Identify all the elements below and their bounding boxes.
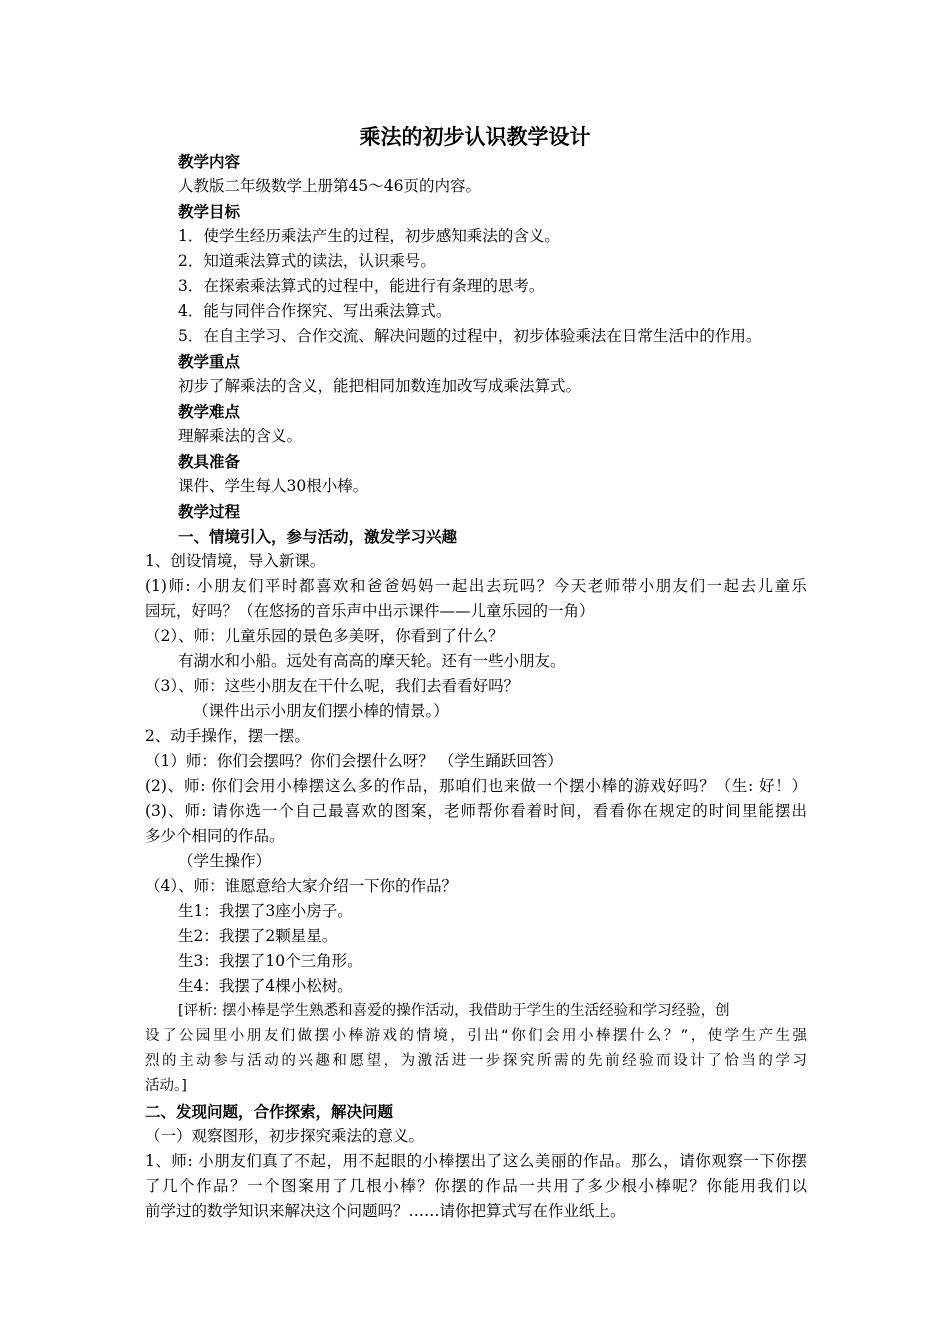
section-text-tools: 课件、学生每人30根小棒。 <box>178 477 369 495</box>
goal-item: 3．在探索乘法算式的过程中，能进行有条理的思考。 <box>178 277 545 295</box>
paragraph-line: （一）观察图形，初步探究乘法的意义。 <box>145 1127 425 1145</box>
paragraph-line: (2)、师: 你们会用小棒摆这么多的作品，那咱们也来做一个摆小棒的游戏好吗？（生: 好！） <box>145 777 807 795</box>
answer-line: 有湖水和小船。远处有高高的摩天轮。还有一些小朋友。 <box>178 652 566 670</box>
goal-item: 2．知道乘法算式的读法，认识乘号。 <box>178 252 436 270</box>
paragraph-line: (3)、师: 请你选一个自己最喜欢的图案，老师帮你看着时间，看看你在规定的时间里能摆出 <box>145 802 807 820</box>
student-answer: 生2：我摆了2颗星星。 <box>178 927 338 945</box>
section-text-content: 人教版二年级数学上册第45～46页的内容。 <box>178 177 481 195</box>
answer-line: （学生操作） <box>178 852 272 870</box>
section-heading-tools: 教具准备 <box>178 452 241 471</box>
goal-item: 4．能与同伴合作探究、写出乘法算式。 <box>178 302 452 320</box>
section-heading-key: 教学重点 <box>178 352 241 371</box>
paragraph-line: （4）、师：谁愿意给大家介绍一下你的作品？ <box>145 877 458 895</box>
part-one-heading: 一、情境引入，参与活动，激发学习兴趣 <box>178 527 458 546</box>
paragraph-line: 了几个作品？一个图案用了几根小棒？你摆的作品一共用了多少根小棒呢？你能用我们以 <box>145 1177 807 1195</box>
paragraph-line: （1）师：你们会摆吗？你们会摆什么呀？ （学生踊跃回答） <box>145 752 563 770</box>
comment-line: 设了公园里小朋友们做摆小棒游戏的情境，引出“你们会用小棒摆什么？”，使学生产生强 <box>145 1028 807 1044</box>
answer-line: （课件出示小朋友们摆小棒的情景。） <box>193 702 449 720</box>
part-two-heading: 二、发现问题，合作探索，解决问题 <box>145 1102 394 1121</box>
student-answer: 生4：我摆了4棵小松树。 <box>178 977 353 995</box>
step-item: 1、创设情境，导入新课。 <box>145 552 326 570</box>
goal-item: 5．在自主学习、合作交流、解决问题的过程中，初步体验乘法在日常生活中的作用。 <box>178 327 762 345</box>
section-heading-goals: 教学目标 <box>178 202 241 221</box>
paragraph-line: 园玩，好吗？（在悠扬的音乐声中出示课件——儿童乐园的一角） <box>145 602 595 620</box>
document-title: 乘法的初步认识教学设计 <box>359 124 591 149</box>
comment-line: 烈的主动参与活动的兴趣和愿望，为激活进一步探究所需的先前经验而设计了恰当的学习 <box>145 1053 807 1069</box>
section-heading-process: 教学过程 <box>178 502 241 521</box>
student-answer: 生3：我摆了10个三角形。 <box>178 952 363 970</box>
paragraph-line: （2）、师：儿童乐园的景色多美呀，你看到了什么？ <box>145 627 504 645</box>
paragraph-line: 多少个相同的作品。 <box>145 827 285 845</box>
paragraph-line: （3）、师：这些小朋友在干什么呢，我们去看看好吗？ <box>145 677 520 695</box>
comment-line: [评析: 摆小棒是学生熟悉和喜爱的操作活动，我借助于学生的生活经验和学习经验，创 <box>178 1003 730 1019</box>
comment-line: 活动。] <box>145 1078 187 1094</box>
goal-item: 1．使学生经历乘法产生的过程，初步感知乘法的含义。 <box>178 227 560 245</box>
student-answer: 生1：我摆了3座小房子。 <box>178 902 353 920</box>
step-item: 2、动手操作，摆一摆。 <box>145 727 310 745</box>
section-text-key: 初步了解乘法的含义，能把相同加数连加改写成乘法算式。 <box>178 377 582 395</box>
paragraph-line: 1、师: 小朋友们真了不起，用不起眼的小棒摆出了这么美丽的作品。那么，请你观察一下你摆 <box>145 1152 807 1170</box>
section-heading-difficulty: 教学难点 <box>178 402 241 421</box>
paragraph-line: 前学过的数学知识来解决这个问题吗？……请你把算式写在作业纸上。 <box>145 1202 626 1220</box>
section-heading-content: 教学内容 <box>178 152 241 171</box>
section-text-difficulty: 理解乘法的含义。 <box>178 427 303 445</box>
paragraph-line: (1)师: 小朋友们平时都喜欢和爸爸妈妈一起出去玩吗？今天老师带小朋友们一起去儿童乐 <box>145 577 807 595</box>
